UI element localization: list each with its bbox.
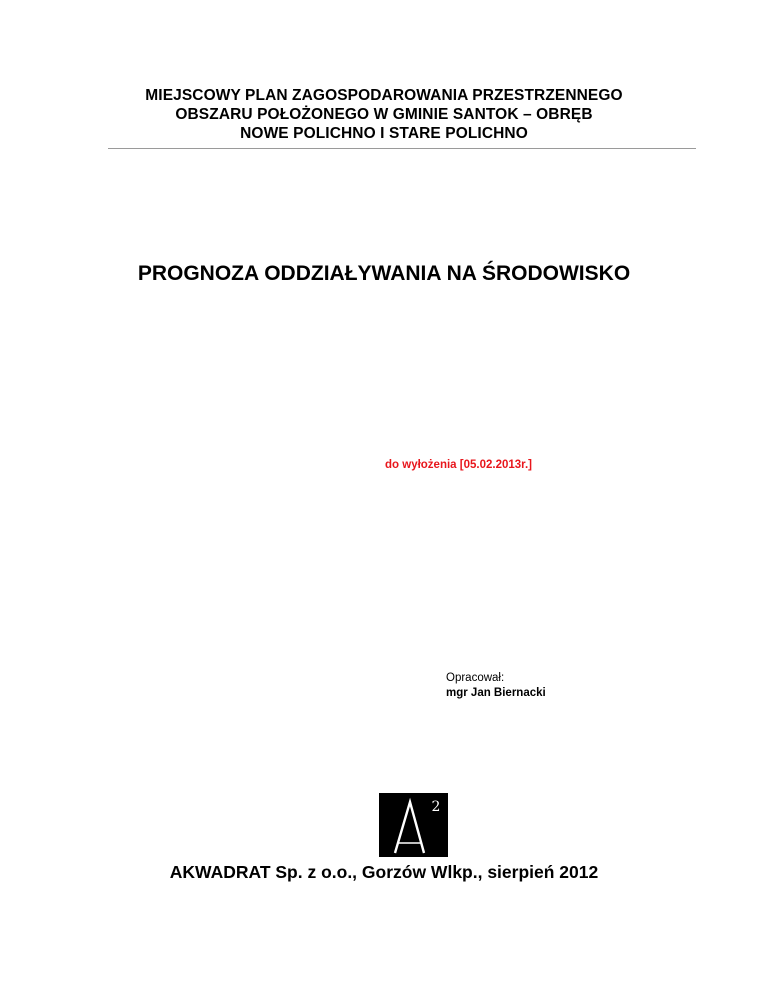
- company-logo: [379, 793, 448, 857]
- header-line-3: NOWE POLICHNO I STARE POLICHNO: [240, 125, 528, 142]
- header-line-2: OBSZARU POŁOŻONEGO W GMINIE SANTOK – OBRĘB: [175, 106, 593, 123]
- header-line-1: MIEJSCOWY PLAN ZAGOSPODAROWANIA PRZESTRZENNEGO: [145, 87, 623, 104]
- document-header: [100, 86, 668, 143]
- document-title: PROGNOZA ODDZIAŁYWANIA NA ŚRODOWISKO: [137, 262, 631, 285]
- status-note: do wyłożenia [05.02.2013r.]: [385, 459, 533, 471]
- logo-superscript: 2: [431, 799, 441, 815]
- header-divider: [108, 148, 696, 149]
- author-label: Opracował:: [446, 672, 505, 684]
- footer-company-line: AKWADRAT Sp. z o.o., Gorzów Wlkp., sierpień 2012: [169, 862, 599, 882]
- author-name: mgr Jan Biernacki: [446, 687, 546, 699]
